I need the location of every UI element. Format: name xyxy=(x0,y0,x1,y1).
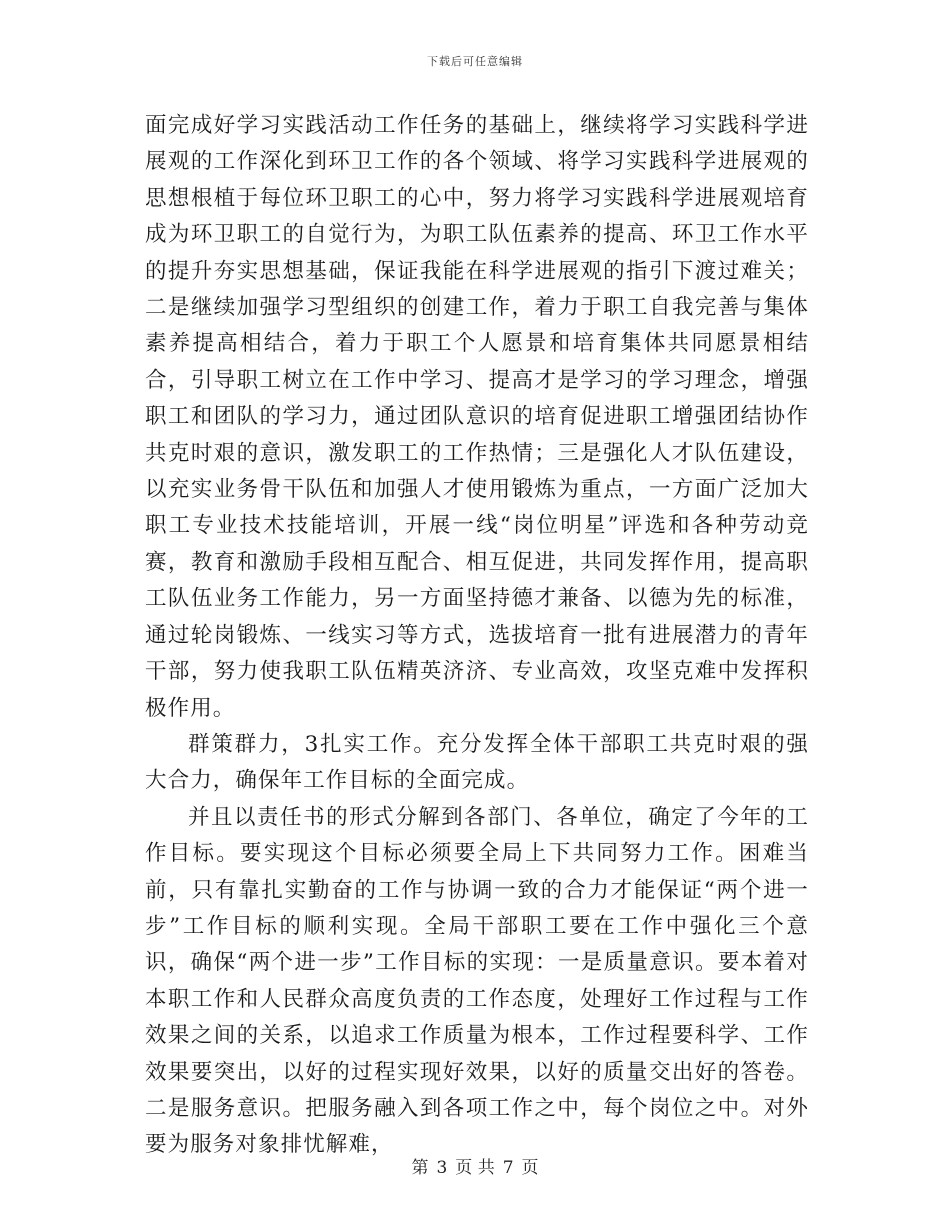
document-body xyxy=(145,108,809,1164)
page-header: 下载后可任意编辑 xyxy=(427,55,523,68)
page-number-prefix: 第 xyxy=(411,1158,429,1178)
page-number-total: 7 xyxy=(502,1158,514,1178)
page-footer xyxy=(0,1153,950,1178)
page-number-suffix: 页 xyxy=(521,1158,539,1178)
body-paragraph-3: 并且以责任书的形式分解到各部门、各单位，确定了今年的工作目标。要实现这个目标必须要全局上下共同努力工作。困难当前，只有靠扎实勤奋的工作与协调一致的合力才能保证“两个进一步”工作目标的顺利实现。全局干部职工要在工作中强化三个意识，确保“两个进一步”工作目标的实现：一是质量意识。要本着对本职工作和人民群众高度负责的工作态度，处理好工作过程与工作效果之间的关系，以追求工作质量为根本，工作过程要科学、工作效果要突出，以好的过程实现好效果，以好的质量交出好的答卷。二是服务意识。把服务融入到各项工作之中，每个岗位之中。对外要为服务对象排忧解难， xyxy=(145,804,809,1158)
page-number-current: 3 xyxy=(436,1158,448,1178)
body-paragraph-1: 面完成好学习实践活动工作任务的基础上，继续将学习实践科学进展观的工作深化到环卫工作的各个领域、将学习实践科学进展观的思想根植于每位环卫职工的心中，努力将学习实践科学进展观培育成为环卫职工的自觉行为，为职工队伍素养的提高、环卫工作水平的提升夯实思想基础，保证我能在科学进展观的指引下渡过难关；二是继续加强学习型组织的创建工作，着力于职工自我完善与集体素养提高相结合，着力于职工个人愿景和培育集体共同愿景相结合，引导职工树立在工作中学习、提高才是学习的学习理念，增强职工和团队的学习力，通过团队意识的培育促进职工增强团结协作共克时艰的意识，激发职工的工作热情；三是强化人才队伍建设，以充实业务骨干队伍和加强人才使用锻炼为重点，一方面广泛加大职工专业技术技能培训，开展一线“岗位明星”评选和各种劳动竞赛，教育和激励手段相互配合、相互促进，共同发挥作用，提高职工队伍业务工作能力，另一方面坚持德才兼备、以德为先的标准，通过轮岗锻炼、一线实习等方式，选拔培育一批有进展潜力的青年干部，努力使我职工队伍精英济济、专业高效，攻坚克难中发挥积极作用。 xyxy=(145,113,809,721)
body-paragraph-2: 群策群力，3扎实工作。充分发挥全体干部职工共克时艰的强大合力，确保年工作目标的全面完成。 xyxy=(145,731,809,794)
page-number-middle: 页 共 xyxy=(455,1158,495,1178)
